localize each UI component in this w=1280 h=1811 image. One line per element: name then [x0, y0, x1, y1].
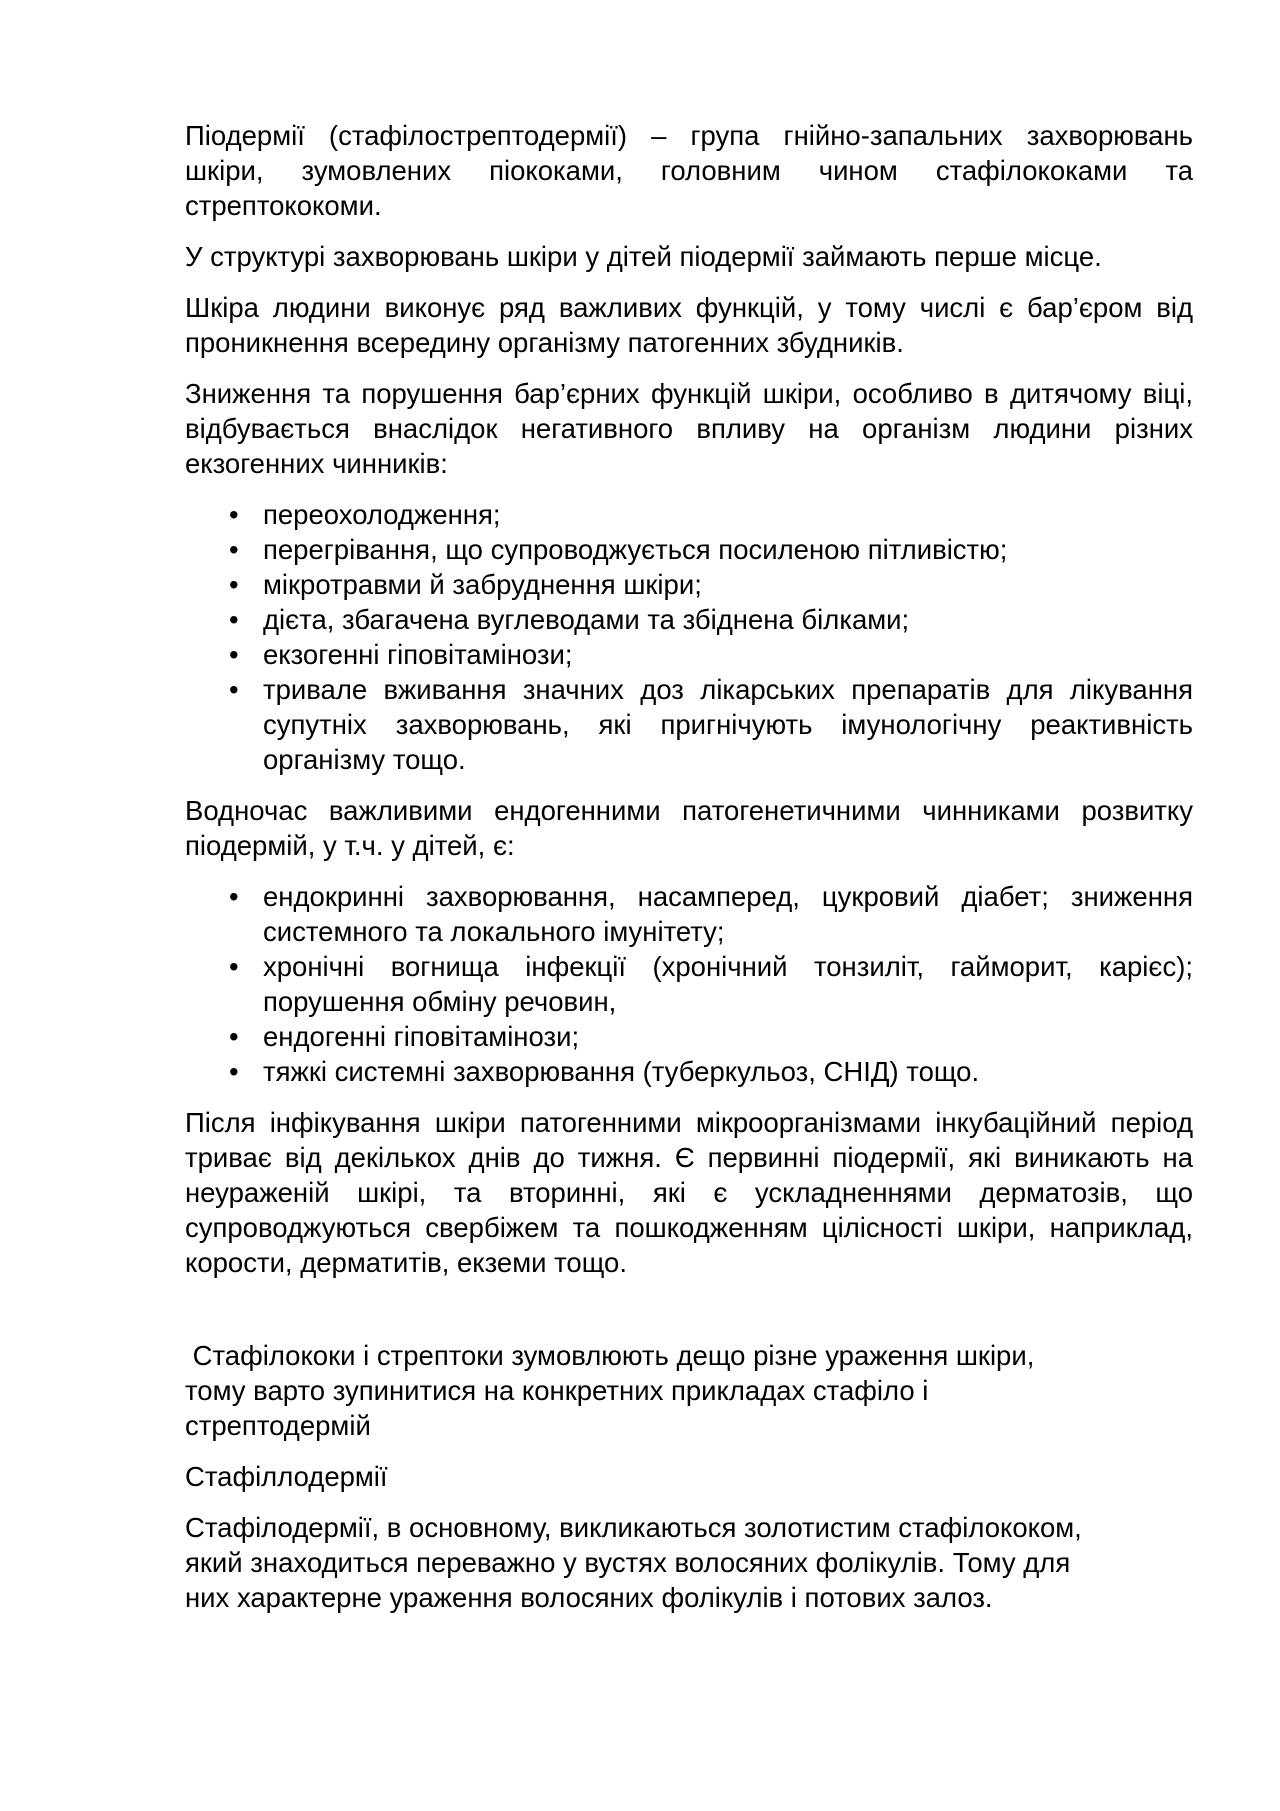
list-item: • ендокринні захворювання, насамперед, цукровий діабет; зниження системного та локального імунітету; [185, 879, 1193, 949]
infection-paragraph: Після інфікування шкіри патогенними мікроорганізмами інкубаційний період триває від декількох днів до тижня. Є первинні піодермії, які виникають на неураженій шкірі, та вторинні, які є ускладненнями дерматозів, що супроводжуються свербіжем та пошкодженням цілісності шкіри, наприклад, корости, дерматитів, екземи тощо. [185, 1107, 1193, 1278]
final-line: них характерне ураження волосяних фолікулів і потових залоз. [185, 1582, 993, 1613]
intro-paragraph-definition: Піодермії (стафілострептодермії) – група гнійно-запальних захворювань шкіри, зумовлених піококами, головним чином стафілококами та стрептококоми. [185, 120, 1193, 221]
list-item: • хронічні вогнища інфекції (хронічний тонзиліт, гайморит, карієс); порушення обміну речовин, [185, 949, 1193, 1019]
document-page [185, 118, 1193, 1631]
difference-line: стрептодермій [185, 1410, 371, 1441]
section-heading: Стафіллодермії [185, 1461, 388, 1492]
intro-paragraph-prevalence: У структурі захворювань шкіри у дітей піодермії займають перше місце. [185, 241, 1102, 272]
difference-line: Стафілококи і стрептоки зумовлюють дещо різне ураження шкіри, [185, 1340, 1035, 1371]
list-item: • дієта, збагачена вуглеводами та збіднена білками; [185, 602, 1193, 637]
list-item: • тяжкі системні захворювання (туберкульоз, СНІД) тощо. [185, 1054, 1193, 1089]
intro-paragraph-skin-function: Шкіра людини виконує ряд важливих функцій, у тому числі є бар’єром від проникнення всередину організму патогенних збудників. [185, 292, 1193, 358]
endogenous-intro-paragraph: Водночас важливими ендогенними патогенетичними чинниками розвитку піодермій, у т.ч. у дітей, є: [185, 795, 1193, 861]
difference-line: тому варто зупинитися на конкретних прикладах стафіло і [185, 1375, 929, 1406]
list-item: • тривале вживання значних доз лікарських препаратів для лікування супутніх захворювань, які пригнічують імунологічну реактивність організму тощо. [185, 672, 1193, 777]
final-line: Стафілодермії, в основному, викликаються золотистим стафілококом, [185, 1512, 1082, 1543]
spacer [185, 1296, 1193, 1338]
endogenous-factors-list [185, 879, 1193, 1089]
exogenous-factors-list [185, 497, 1193, 777]
list-item: • ендогенні гіповітамінози; [185, 1019, 1193, 1054]
list-item: • мікротравми й забруднення шкіри; [185, 567, 1193, 602]
list-item: • переохолодження; [185, 497, 1193, 532]
final-paragraph [185, 1510, 1193, 1615]
difference-paragraph [185, 1338, 1193, 1443]
intro-paragraph-exogenous: Зниження та порушення бар’єрних функцій шкіри, особливо в дитячому віці, відбувається внаслідок негативного впливу на організм людини різних екзогенних чинників: [185, 378, 1193, 479]
list-item: • екзогенні гіповітамінози; [185, 637, 1193, 672]
final-line: який знаходиться переважно у вустях волосяних фолікулів. Тому для [185, 1547, 1071, 1578]
list-item: • перегрівання, що супроводжується посиленою пітливістю; [185, 532, 1193, 567]
